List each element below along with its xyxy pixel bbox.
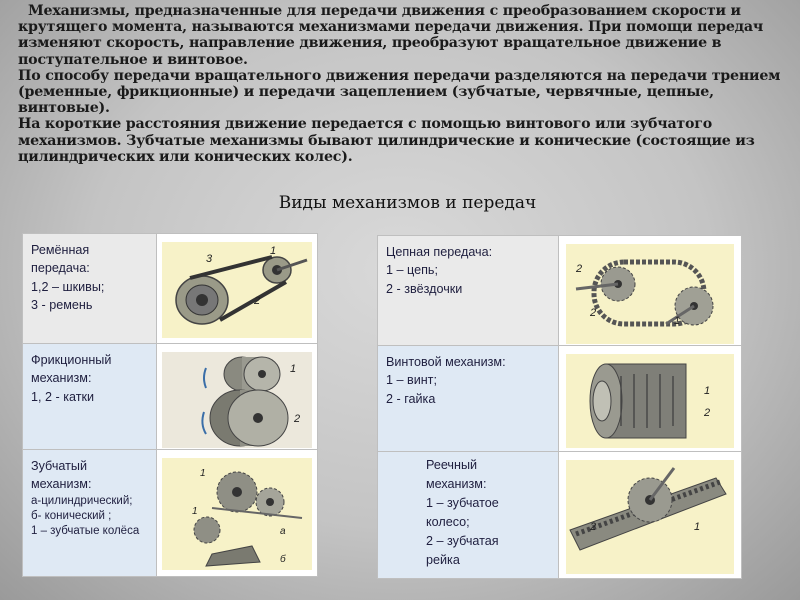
screw-mechanism-description — [378, 346, 559, 452]
chain-drive-description — [378, 236, 559, 346]
rack-image-cell — [559, 452, 742, 579]
label-1: 1 — [704, 385, 711, 397]
desc-line: Цепная передача: — [386, 245, 493, 259]
screw-image-cell — [559, 346, 742, 452]
desc-line: 2 – зубчатая — [426, 534, 499, 548]
desc-line: рейка — [426, 553, 460, 567]
desc-line: передача: — [31, 261, 90, 276]
label-1: 1 — [200, 468, 206, 479]
gear-mechanism-description — [23, 450, 157, 577]
intro-paragraph-2: По способу передачи вращательного движения передачи разделяются на передачи трением (ременные, фрикционные) и передачи зацеплением (зубчатые, червячные, цепные, винтовые). — [18, 67, 781, 117]
desc-line: Зубчатый — [31, 459, 87, 473]
friction-mechanism-description — [23, 344, 157, 450]
label-2: 2 — [704, 407, 711, 419]
label-1: 1 — [694, 521, 701, 533]
belt-drive-description — [23, 234, 157, 344]
desc-line: колесо; — [426, 515, 470, 529]
desc-line: 1 – винт; — [386, 373, 437, 388]
label-2: 2 — [590, 521, 597, 533]
desc-line: Винтовой механизм: — [386, 355, 506, 369]
intro-paragraph-1: Механизмы, предназначенные для передачи движения с преобразованием скорости и крутящего момента, называются механизмами передачи движения. При помощи передач изменяют скорость, направление движения, преобразуют вращательное движение в поступательное и винтовое. — [18, 3, 764, 68]
desc-line: 1 – цепь; — [386, 263, 438, 278]
desc-line: Фрикционный — [31, 353, 112, 367]
desc-line: механизм: — [426, 477, 487, 491]
desc-line: а-цилиндрический; — [31, 494, 133, 507]
label-1: 1 — [290, 363, 297, 375]
desc-line: 1 – зубчатые колёса — [31, 524, 140, 537]
label-3: 3 — [206, 253, 213, 265]
section-title: Виды механизмов и передач — [278, 193, 537, 213]
desc-line: 1,2 – шкивы; — [31, 279, 105, 294]
rack-pinion-image — [566, 460, 734, 574]
gear-image-cell — [157, 450, 318, 577]
label-2: 2 — [576, 263, 583, 275]
label-1: 1 — [192, 506, 198, 517]
rack-mechanism-description — [378, 452, 559, 579]
intro-paragraph-3: На короткие расстояния движение передается с помощью винтового или зубчатого механизмов. Зубчатые механизмы бывают цилиндрические и конические (состоящие из цилиндрических или конических колес). — [18, 116, 755, 165]
label-2: 2 — [590, 307, 597, 319]
friction-rollers-image — [162, 352, 312, 448]
chain-image-cell — [559, 236, 742, 346]
screw-nut-image — [566, 354, 734, 448]
chain-drive-image — [566, 244, 734, 344]
desc-line: Реечный — [426, 458, 478, 472]
right-mechanisms-table — [377, 235, 742, 579]
desc-line: Ремённая — [31, 243, 90, 257]
label-1: 1 — [674, 315, 681, 327]
left-mechanisms-table — [22, 233, 318, 577]
desc-line: 3 - ремень — [31, 297, 93, 312]
label-2: 2 — [294, 413, 301, 425]
desc-line: 1 – зубчатое — [426, 496, 499, 510]
belt-drive-image — [162, 242, 312, 338]
label-1: 1 — [270, 245, 277, 257]
label-2: 2 — [254, 295, 261, 307]
friction-image-cell — [157, 344, 318, 450]
intro-text — [18, 3, 788, 165]
belt-drive-image-cell — [157, 234, 318, 344]
gear-mechanism-image — [162, 458, 312, 570]
desc-line: 2 - звёздочки — [386, 281, 463, 296]
desc-line: 2 - гайка — [386, 391, 436, 406]
desc-line: 1, 2 - катки — [31, 389, 95, 404]
desc-line: механизм: — [31, 371, 92, 386]
desc-line: механизм: — [31, 477, 92, 492]
label-a: а — [280, 526, 286, 537]
label-b: б — [280, 554, 286, 565]
desc-line: б- конический ; — [31, 509, 112, 522]
